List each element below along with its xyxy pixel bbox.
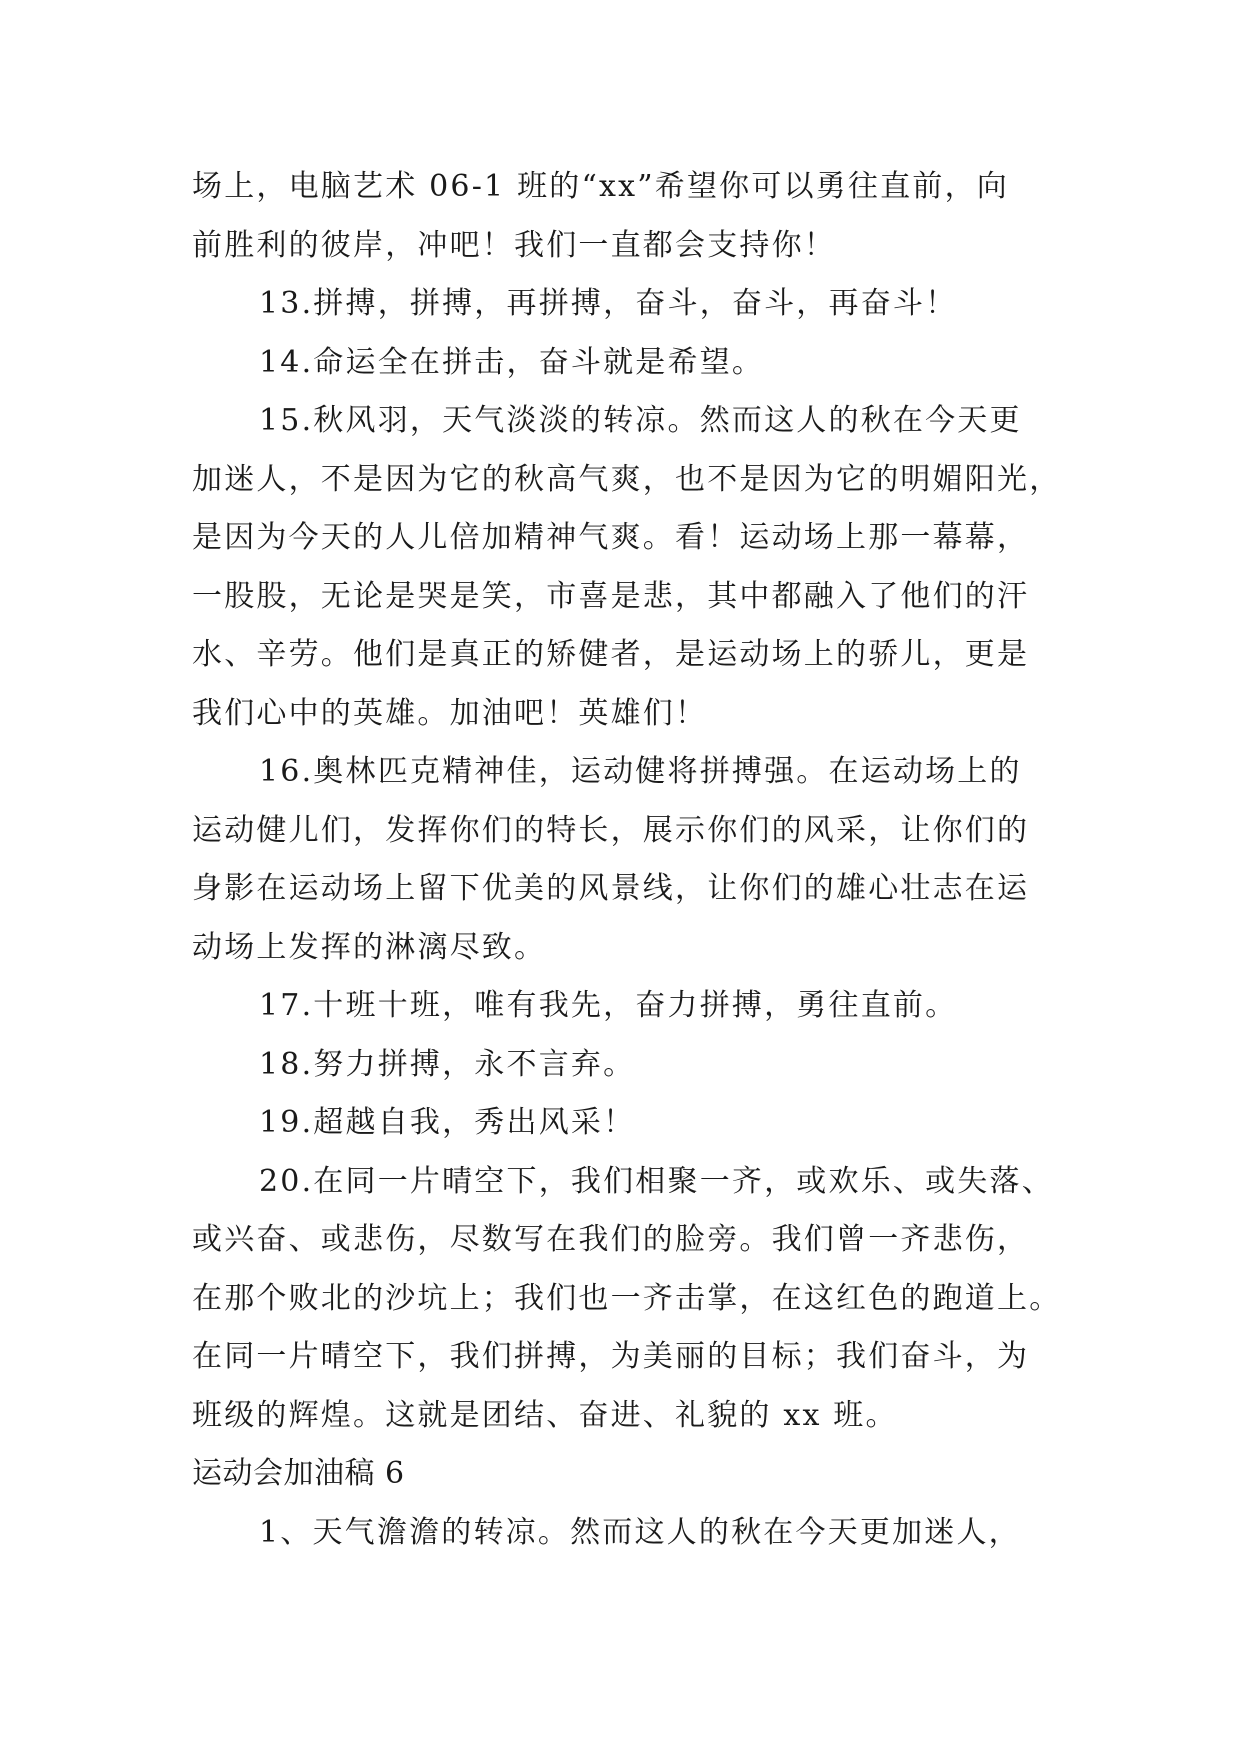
- text-line: 是因为今天的人儿倍加精神气爽。看！运动场上那一幕幕，: [192, 520, 1030, 555]
- paragraph-line: 18.努力拼搏，永不言弃。: [259, 1046, 636, 1082]
- paragraph-line: 15.秋风羽，天气淡淡的转凉。然而这人的秋在今天更: [259, 403, 1022, 438]
- paragraph-line: 1、天气澹澹的转凉。然而这人的秋在今天更加迷人，: [259, 1514, 1021, 1550]
- text-line: 班级的辉煌。这就是团结、奋进、礼貌的 xx 班。: [192, 1397, 898, 1433]
- text-line: 水、辛劳。他们是真正的矫健者，是运动场上的骄儿，更是: [192, 637, 1030, 672]
- section-heading: 运动会加油稿 6: [192, 1456, 405, 1491]
- text-line: 一股股，无论是哭是笑，市喜是悲，其中都融入了他们的汗: [192, 578, 1030, 614]
- text-line: 前胜利的彼岸，冲吧！我们一直都会支持你！: [192, 227, 836, 263]
- text-line: 场上，电脑艺术 06-1 班的“xx”希望你可以勇往直前，向: [192, 169, 1009, 204]
- text-line: 在同一片晴空下，我们拼搏，为美丽的目标；我们奋斗，为: [192, 1339, 1030, 1374]
- paragraph-line: 19.超越自我，秀出风采！: [259, 1105, 636, 1140]
- paragraph-line: 20.在同一片晴空下，我们相聚一齐，或欢乐、或失落、: [259, 1163, 1054, 1199]
- paragraph-line: 13.拼搏，拼搏，再拼搏，奋斗，奋斗，再奋斗！: [259, 286, 958, 321]
- paragraph-line: 17.十班十班，唯有我先，奋力拼搏，勇往直前。: [259, 988, 958, 1023]
- text-line: 我们心中的英雄。加油吧！英雄们！: [192, 695, 708, 731]
- text-line: 在那个败北的沙坑上；我们也一齐击掌，在这红色的跑道上。: [192, 1280, 1062, 1316]
- text-line: 加迷人，不是因为它的秋高气爽，也不是因为它的明媚阳光，: [192, 461, 1062, 497]
- text-line: 或兴奋、或悲伤，尽数写在我们的脸旁。我们曾一齐悲伤，: [192, 1222, 1030, 1257]
- text-line: 动场上发挥的淋漓尽致。: [192, 929, 547, 965]
- document-page: [192, 158, 1072, 1562]
- text-line: 身影在运动场上留下优美的风景线，让你们的雄心壮志在运: [192, 871, 1030, 906]
- paragraph-line: 14.命运全在拼击，奋斗就是希望。: [259, 344, 765, 380]
- text-line: 运动健儿们，发挥你们的特长，展示你们的风采，让你们的: [192, 812, 1030, 848]
- paragraph-line: 16.奥林匹克精神佳，运动健将拼搏强。在运动场上的: [259, 754, 1022, 789]
